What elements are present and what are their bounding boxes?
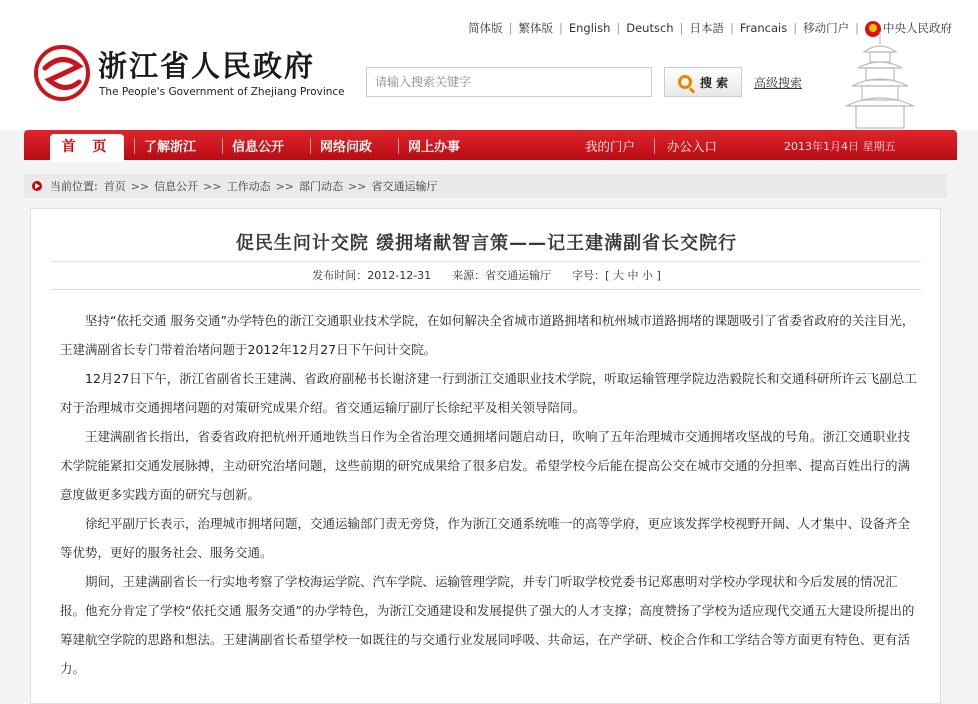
nav-item-inquiry[interactable]: 网络问政 <box>320 140 373 155</box>
meta-divider <box>51 289 921 290</box>
breadcrumb-dept[interactable]: 部门动态 <box>299 180 344 193</box>
lang-english[interactable]: English <box>568 21 611 35</box>
site-title[interactable]: 浙江省人民政府 <box>98 49 316 83</box>
language-bar: 简体版 | 繁体版 | English | Deutsch | 日本語 | Francais | 移动门户 | 中央人民政府 <box>468 21 952 35</box>
nav-item-info[interactable]: 信息公开 <box>232 140 285 155</box>
nav-home-tab[interactable]: 首 页 <box>50 134 124 162</box>
lang-french[interactable]: Francais <box>739 21 788 35</box>
nav-item-about[interactable]: 了解浙江 <box>144 140 197 155</box>
breadcrumb-info[interactable]: 信息公开 <box>154 180 199 193</box>
search-button[interactable] <box>664 67 742 97</box>
nav-separator <box>310 138 311 154</box>
search-input[interactable]: 请输入搜索关键字 <box>366 67 652 97</box>
nav-my-portal[interactable]: 我的门户 <box>585 139 636 154</box>
lang-deutsch[interactable]: Deutsch <box>626 21 674 35</box>
paragraph: 期间，王建满副省长一行实地考察了学校海运学院、汽车学院、运输管理学院，并专门听取学校党委书记郑惠明对学校办学现状和今后发展的情况汇报。他充分肯定了学校“依托交通 服务交通”的办学特色，为浙江交通建设和发展提供了强大的人才支撑；高度赞扬了学校为适应现代交通五大建设所提出的筹建航空学院的思路和想法。王建满副省长希望学校一如既往的与交通行业发展同呼吸、共命运，在产学研、校企合作和工学结合等方面更有特色、更有活力。 <box>60 574 915 676</box>
font-size-small[interactable]: 小 <box>641 269 653 282</box>
paragraph: 坚持“依托交通 服务交通”办学特色的浙江交通职业技术学院，在如何解决全省城市道路拥堵和杭州城市道路拥堵的课题吸引了省委省政府的关注目光，王建满副省长专门带着治堵问题于2012年12月27日下午问计交院。 <box>60 313 915 357</box>
article-meta: 发布时间：2012-12-31 来源：省交通运输厅 字号：[ 大 中 小 ] <box>312 269 661 282</box>
main-nav <box>24 130 957 160</box>
nav-item-services[interactable]: 网上办事 <box>408 140 461 155</box>
published-date: 2012-12-31 <box>367 269 432 282</box>
site-logo-icon[interactable] <box>33 44 91 102</box>
site-subtitle: The People's Government of Zhejiang Province <box>99 86 345 98</box>
nav-office-entry[interactable]: 办公入口 <box>667 139 718 154</box>
article-title: 促民生问计交院 缓拥堵献智言策——记王建满副省长交院行 <box>235 233 738 254</box>
paragraph: 12月27日下午，浙江省副省长王建满、省政府副秘书长谢济建一行到浙江交通职业技术学院，听取运输管理学院边浩毅院长和交通科研所许云飞副总工对于治理城市交通拥堵问题的对策研究成果介绍。省交通运输厅副厅长徐纪平及相关领导陪同。 <box>60 371 917 415</box>
mobile-portal-link[interactable]: 移动门户 <box>803 21 850 35</box>
breadcrumb-prefix: 当前位置: <box>50 180 98 193</box>
lang-simplified[interactable]: 简体版 <box>468 21 503 35</box>
breadcrumb-work[interactable]: 工作动态 <box>226 180 271 193</box>
article <box>30 208 941 704</box>
paragraph: 徐纪平副厅长表示，治理城市拥堵问题，交通运输部门责无旁贷，作为浙江交通系统唯一的高等学府，更应该发挥学校视野开阔、人才集中、设备齐全等优势，更好的服务社会、服务交通。 <box>60 516 911 560</box>
breadcrumb-transport[interactable]: 省交通运输厅 <box>371 180 438 193</box>
central-gov-link[interactable]: 中央人民政府 <box>883 21 952 35</box>
search-button-label: 搜 索 <box>699 75 729 90</box>
breadcrumb-arrow-icon <box>32 181 42 191</box>
header <box>0 0 978 130</box>
advanced-search-link[interactable]: 高级搜索 <box>754 76 803 90</box>
article-body <box>60 306 920 683</box>
nav-separator <box>654 138 655 154</box>
breadcrumb-home[interactable]: 首页 <box>103 180 126 193</box>
nav-separator <box>398 138 399 154</box>
nav-date: 2013年1月4日 星期五 <box>784 140 896 153</box>
title-divider <box>51 261 921 262</box>
font-size-large[interactable]: 大 <box>612 269 624 282</box>
font-size-label: 字号： <box>572 269 606 282</box>
search-icon <box>678 75 692 89</box>
source-value: 省交通运输厅 <box>485 269 552 282</box>
lang-traditional[interactable]: 繁体版 <box>518 21 553 35</box>
font-size-medium[interactable]: 中 <box>627 269 639 282</box>
pagoda-icon <box>830 30 930 130</box>
breadcrumb: 当前位置: 首页 >> 信息公开 >> 工作动态 >> 部门动态 >> 省交通运输厅 <box>24 174 947 198</box>
lang-japanese[interactable]: 日本語 <box>689 21 724 35</box>
nav-separator <box>222 138 223 154</box>
paragraph: 王建满副省长指出，省委省政府把杭州开通地铁当日作为全省治理交通拥堵问题启动日，吹响了五年治理城市交通拥堵攻坚战的号角。浙江交通职业技术学院能紧扣交通发展脉搏，主动研究治堵问题，这些前期的研究成果给了很多启发。希望学校今后能在提高公交在城市交通的分担率、提高百姓出行的满意度做更多实践方面的研究与创新。 <box>60 429 911 502</box>
source-label: 来源： <box>452 269 486 282</box>
published-label: 发布时间： <box>312 269 368 282</box>
nav-separator <box>134 138 135 154</box>
